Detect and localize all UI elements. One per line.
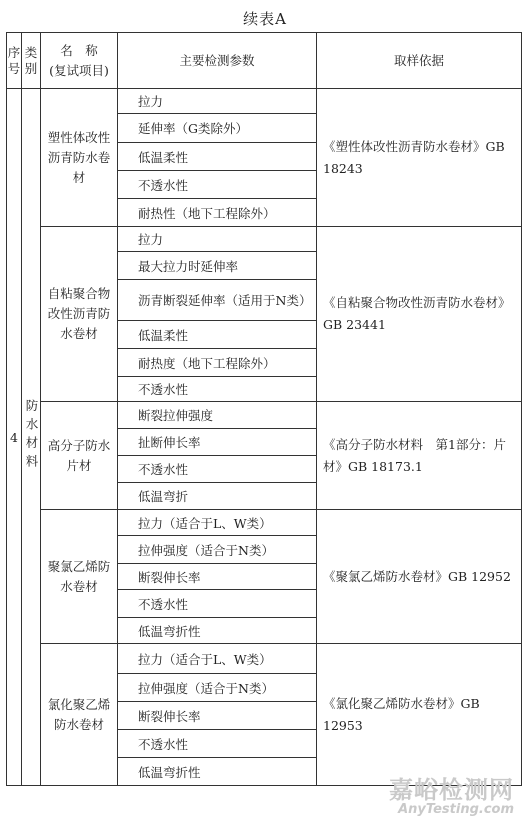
param-cell: 低温柔性 [118,143,317,171]
header-basis: 取样依据 [317,33,522,89]
param-cell: 低温弯折性 [118,618,317,644]
param-cell: 扯断伸长率 [118,429,317,456]
material-name-cell: 塑性体改性沥青防水卷材 [41,89,118,227]
table-title: 续表A [243,10,287,28]
watermark-cn: 嘉峪检测网 [389,776,514,804]
param-cell: 不透水性 [118,730,317,758]
param-cell: 低温弯折 [118,483,317,510]
header-serial-no: 序 号 [7,33,22,89]
serial-no-cell: 4 [7,89,22,786]
watermark-en: AnyTesting.com [398,802,514,817]
material-name-cell: 高分子防水片材 [41,402,118,510]
param-cell: 断裂拉伸强度 [118,402,317,429]
sampling-basis-cell: 《塑性体改性沥青防水卷材》GB 18243 [317,89,522,227]
param-cell: 延伸率（G类除外） [118,114,317,143]
param-cell: 断裂伸长率 [118,564,317,590]
table-row [7,644,522,674]
param-cell: 不透水性 [118,377,317,402]
material-name-cell: 自粘聚合物改性沥青防水卷材 [41,227,118,402]
param-cell: 拉力（适合于L、W类） [118,510,317,536]
watermark [389,770,514,817]
param-cell: 不透水性 [118,456,317,483]
param-cell: 拉力（适合于L、W类） [118,644,317,674]
param-cell: 低温柔性 [118,321,317,349]
category-label: 防水材料 [24,398,39,473]
sampling-basis-cell: 《自粘聚合物改性沥青防水卷材》GB 23441 [317,227,522,402]
param-cell: 最大拉力时延伸率 [118,252,317,280]
header-name: 名 称 (复试项目) [41,33,118,89]
sampling-basis-cell: 《高分子防水材料 第1部分：片材》GB 18173.1 [317,402,522,510]
param-cell: 断裂伸长率 [118,702,317,730]
sampling-basis-cell: 《氯化聚乙烯防水卷材》GB 12953 [317,644,522,786]
param-cell: 沥青断裂延伸率（适用于N类） [118,280,317,321]
table-row [7,227,522,252]
header-params: 主要检测参数 [118,33,317,89]
material-name-cell: 氯化聚乙烯防水卷材 [41,644,118,786]
material-name-cell: 聚氯乙烯防水卷材 [41,510,118,644]
param-cell: 不透水性 [118,171,317,199]
param-cell: 拉力 [118,227,317,252]
table-row [7,89,522,114]
param-cell: 耐热度（地下工程除外） [118,349,317,377]
param-cell: 拉伸强度（适合于N类） [118,536,317,564]
sampling-basis-cell: 《聚氯乙烯防水卷材》GB 12952 [317,510,522,644]
header-category: 类 别 [22,33,41,89]
category-cell [22,89,41,786]
param-cell: 拉力 [118,89,317,114]
table-row [7,510,522,536]
test-parameter-table [6,32,522,786]
param-cell: 拉伸强度（适合于N类） [118,674,317,702]
param-cell: 耐热性（地下工程除外） [118,199,317,227]
param-cell: 不透水性 [118,590,317,618]
header-row [7,33,522,89]
param-cell: 低温弯折性 [118,758,317,786]
table-row [7,402,522,429]
